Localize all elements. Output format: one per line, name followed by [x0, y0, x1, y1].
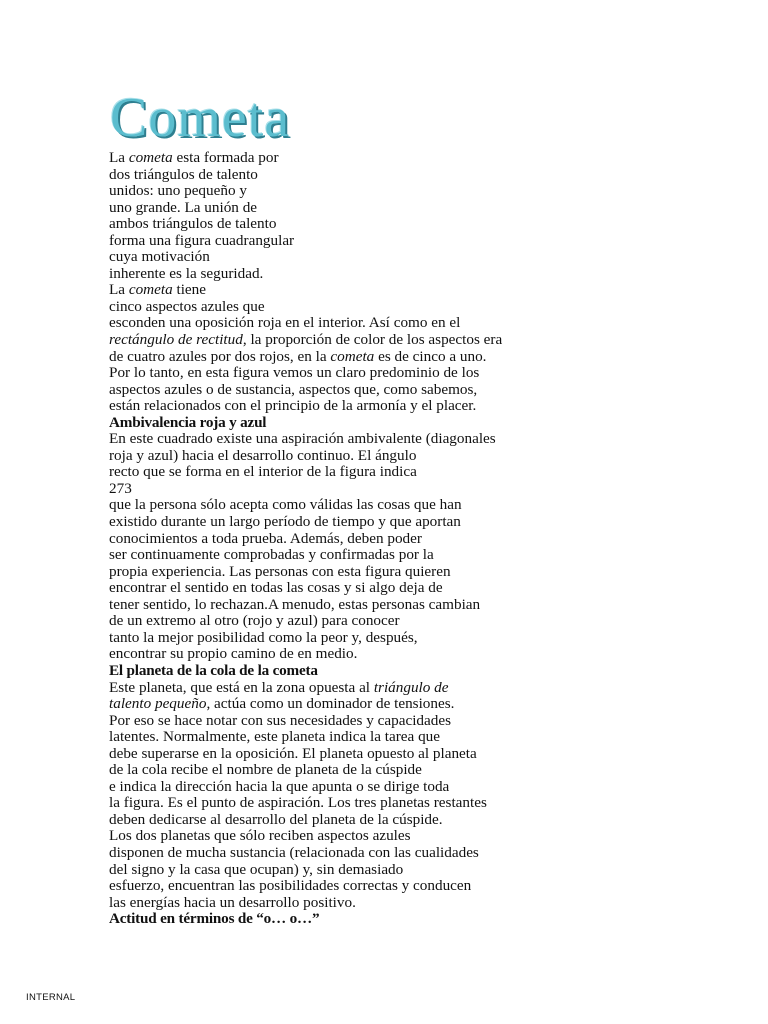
italic-term: rectángulo de rectitud	[109, 331, 243, 349]
text-segment: inherente es la seguridad.	[109, 264, 264, 282]
text-segment: La	[109, 149, 129, 166]
text-segment: que la persona sólo acepta como válidas las cosas que han	[109, 496, 462, 514]
text-segment: El planeta de la cola de la cometa	[109, 661, 318, 679]
text-line	[109, 382, 529, 399]
text-line	[109, 233, 529, 250]
text-segment: dos triángulos de talento	[109, 165, 258, 183]
body-text	[109, 150, 529, 928]
text-segment: ambos triángulos de talento	[109, 215, 277, 233]
section-heading	[109, 911, 529, 928]
text-segment: Actitud en términos de “o… o…”	[109, 910, 320, 928]
text-line	[109, 729, 529, 746]
text-segment: cinco aspectos azules que	[109, 297, 265, 315]
italic-term: cometa	[330, 347, 375, 365]
text-line	[109, 282, 529, 299]
text-line	[109, 398, 529, 415]
text-segment: Por lo tanto, en esta figura vemos un claro predominio de los	[109, 364, 480, 382]
italic-term: talento pequeño	[109, 695, 207, 713]
text-segment: tiene	[172, 281, 206, 299]
text-segment: cuya motivación	[109, 248, 210, 266]
text-line	[109, 547, 529, 564]
text-line	[109, 431, 529, 448]
text-line	[109, 646, 529, 663]
text-segment: conocimientos a toda prueba. Además, deben poder	[109, 529, 422, 547]
text-line	[109, 762, 529, 779]
text-segment: esfuerzo, encuentran las posibilidades correctas y conducen	[109, 877, 472, 895]
text-segment: existido durante un largo período de tiempo y que aportan	[109, 513, 461, 531]
text-line	[109, 349, 529, 366]
text-segment: ser continuamente comprobadas y confirmadas por la	[109, 546, 434, 564]
text-segment: la figura. Es el punto de aspiración. Los tres planetas restantes	[109, 794, 487, 812]
text-line	[109, 795, 529, 812]
text-line	[109, 713, 529, 730]
text-segment: las energías hacia un desarrollo positivo.	[109, 893, 356, 911]
text-segment: tanto la mejor posibilidad como la peor y, después,	[109, 628, 418, 646]
text-line	[109, 216, 529, 233]
text-segment: de un extremo al otro (rojo y azul) para conocer	[109, 612, 400, 630]
text-line	[109, 332, 529, 349]
text-segment: tener sentido, lo rechazan.A menudo, estas personas cambian	[109, 595, 481, 613]
text-segment: están relacionados con el principio de la armonía y el placer.	[109, 397, 477, 415]
text-segment: roja y azul) hacia el desarrollo continuo. El ángulo	[109, 446, 417, 464]
text-line	[109, 448, 529, 465]
text-line	[109, 531, 529, 548]
text-line	[109, 150, 529, 167]
footer-label: INTERNAL	[26, 992, 76, 1003]
text-segment: uno grande. La unión de	[109, 198, 258, 216]
text-segment: e indica la dirección hacia la que apunta o se dirige toda	[109, 777, 450, 795]
text-segment: deben dedicarse al desarrollo del planeta de la cúspide.	[109, 810, 443, 828]
text-line	[109, 779, 529, 796]
text-line	[109, 597, 529, 614]
text-segment: La	[109, 281, 129, 299]
text-line	[109, 878, 529, 895]
text-segment: unidos: uno pequeño y	[109, 182, 247, 200]
text-segment: Este planeta, que está en la zona opuesta al	[109, 678, 374, 696]
text-segment: , actúa como un dominador de tensiones.	[206, 695, 455, 713]
text-line	[109, 895, 529, 912]
section-heading	[109, 415, 529, 432]
italic-term: triángulo de	[373, 678, 449, 696]
text-line	[109, 167, 529, 184]
text-line	[109, 514, 529, 531]
text-line	[109, 299, 529, 316]
text-segment: encontrar su propio camino de en medio.	[109, 645, 358, 663]
text-segment: 273	[109, 479, 132, 497]
text-segment: Por eso se hace notar con sus necesidades y capacidades	[109, 711, 452, 729]
italic-term: cometa	[128, 281, 173, 299]
page-title: Cometa	[110, 87, 291, 149]
text-line	[109, 828, 529, 845]
text-line	[109, 812, 529, 829]
text-line	[109, 862, 529, 879]
text-line	[109, 845, 529, 862]
text-line	[109, 183, 529, 200]
text-segment: latentes. Normalmente, este planeta indica la tarea que	[109, 728, 441, 746]
italic-term: cometa	[128, 149, 173, 166]
text-segment: esconden una oposición roja en el interior. Así como en el	[109, 314, 461, 332]
text-segment: , la proporción de color de los aspectos era	[242, 331, 503, 349]
text-line	[109, 564, 529, 581]
text-line	[109, 266, 529, 283]
text-line	[109, 497, 529, 514]
text-segment: recto que se forma en el interior de la figura indica	[109, 463, 417, 481]
text-line	[109, 630, 529, 647]
text-line	[109, 680, 529, 697]
text-line	[109, 464, 529, 481]
text-line	[109, 696, 529, 713]
text-segment: es de cinco a uno.	[374, 347, 487, 365]
text-line	[109, 481, 529, 498]
text-segment: En este cuadrado existe una aspiración ambivalente (diagonales	[109, 430, 496, 448]
text-line	[109, 580, 529, 597]
text-segment: propia experiencia. Las personas con esta figura quieren	[109, 562, 451, 580]
text-line	[109, 249, 529, 266]
text-segment: forma una figura cuadrangular	[109, 231, 295, 249]
text-segment: de cuatro azules por dos rojos, en la	[109, 347, 331, 365]
text-line	[109, 613, 529, 630]
text-segment: encontrar el sentido en todas las cosas y si algo deja de	[109, 579, 443, 597]
text-segment: disponen de mucha sustancia (relacionada con las cualidades	[109, 843, 479, 861]
text-segment: Ambivalencia roja y azul	[109, 413, 267, 431]
text-line	[109, 200, 529, 217]
text-segment: debe superarse en la oposición. El planeta opuesto al planeta	[109, 744, 477, 762]
text-segment: Los dos planetas que sólo reciben aspectos azules	[109, 827, 411, 845]
text-segment: de la cola recibe el nombre de planeta de la cúspide	[109, 761, 422, 779]
text-segment: esta formada por	[172, 149, 279, 166]
text-segment: del signo y la casa que ocupan) y, sin demasiado	[109, 860, 404, 878]
text-line	[109, 365, 529, 382]
text-line	[109, 746, 529, 763]
text-segment: aspectos azules o de sustancia, aspectos que, como sabemos,	[109, 380, 478, 398]
section-heading	[109, 663, 529, 680]
text-line	[109, 315, 529, 332]
